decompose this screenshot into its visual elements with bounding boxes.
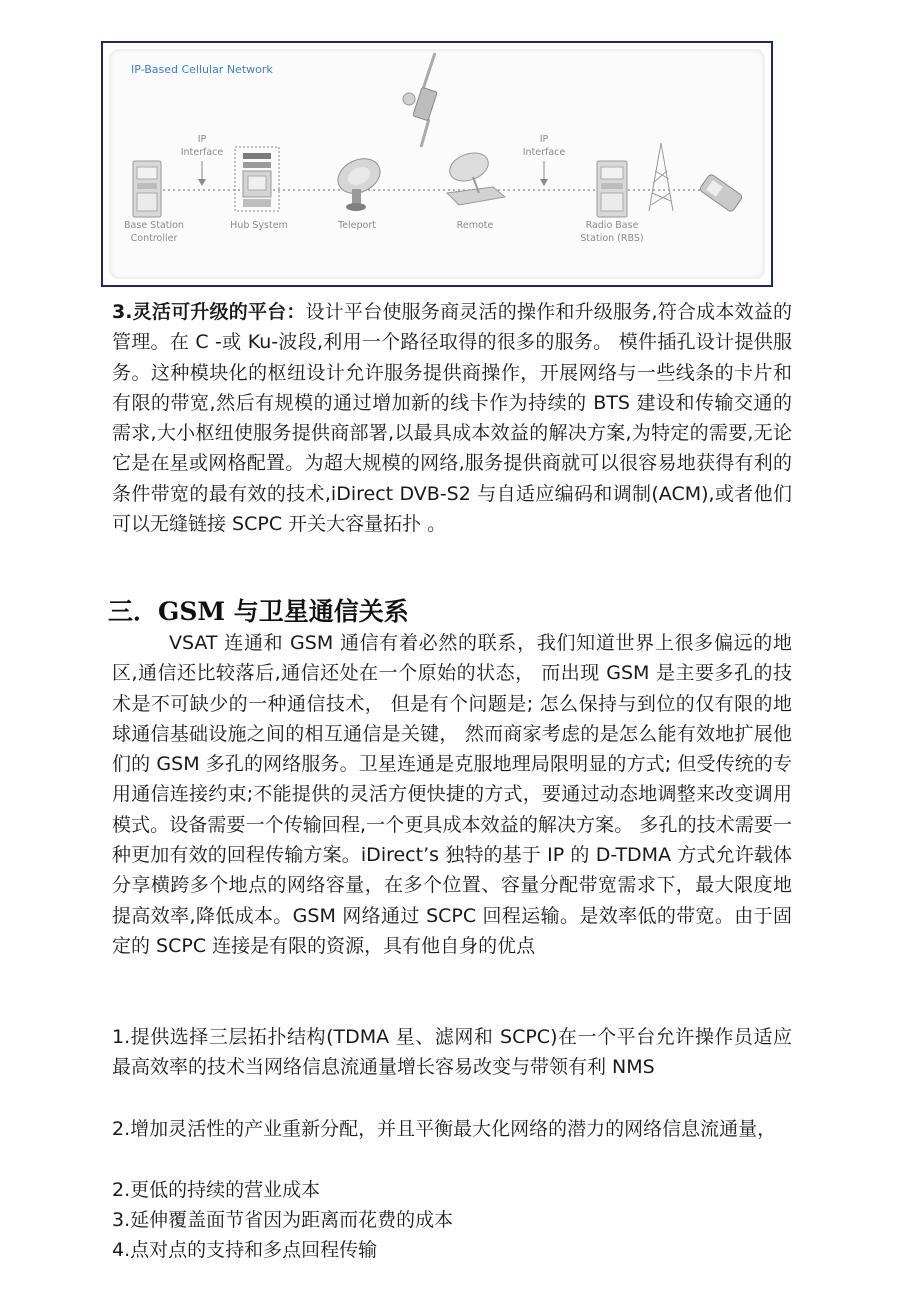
radio-base-station-icon bbox=[597, 161, 627, 217]
list-item: 3.延伸覆盖面节省因为距离而花费的成本 bbox=[112, 1209, 454, 1231]
section-heading: 三．GSM 与卫星通信关系 bbox=[108, 597, 409, 626]
teleport-label: Teleport bbox=[338, 220, 376, 231]
section3-paragraph bbox=[112, 297, 792, 539]
bsc-label-line1: Base Station bbox=[124, 220, 184, 231]
remote-label: Remote bbox=[456, 220, 494, 231]
section3-lead: 3.灵活可升级的平台： bbox=[112, 301, 306, 323]
list-item: 4.点对点的支持和多点回程传输 bbox=[112, 1239, 378, 1261]
bsc-label-line2: Controller bbox=[130, 233, 178, 244]
network-diagram bbox=[101, 41, 773, 287]
section3-body: 设计平台使服务商灵活的操作和升级服务,符合成本效益的管理。在 C -或 Ku-波段,利用一个路径取得的很多的服务。 模件插孔设计提供服务。这种模块化的枢纽设计允许服务提供商操作，开展网络与一些线条的卡片和有限的带宽,然后有规模的通过增加新的线卡作为持续的 BTS 建设和传输交通的需求,大小枢纽使服务提供商部署,以最具成本效益的解决方案,为特定的需要,无论它是在星或网格配置。为超大规模的网络,服务提供商就可以很容易地获得有利的条件带宽的最有效的技术,iDirect DVB-S2 与自适应编码和调制(ACM),或者他们可以无缝链接 SCPC 开关大容量拓扑 。 bbox=[112, 301, 792, 536]
ip-arrowhead-1 bbox=[198, 179, 206, 186]
interface-label-2: Interface bbox=[522, 147, 566, 158]
interface-label-1: Interface bbox=[180, 147, 224, 158]
teleport-dish-icon bbox=[332, 152, 385, 211]
ip-label-2: IP bbox=[539, 134, 549, 145]
list-item: 2.更低的持续的营业成本 bbox=[112, 1179, 321, 1201]
ip-arrowhead-2 bbox=[540, 179, 548, 186]
satellite-icon bbox=[403, 53, 437, 147]
body-paragraph: VSAT 连通和 GSM 通信有着必然的联系，我们知道世界上很多偏远的地区,通信还比较落后,通信还处在一个原始的状态， 而出现 GSM 是主要多孔的技术是不可缺少的一种通信技术， 但是有个问题是; 怎么保持与到位的仅有限的地球通信基础设施之间的相互通信是关键， 然而商家考虑的是怎么能有效地扩展他们的 GSM 多孔的网络服务。卫星连通是克服地理局限明显的方式; 但受传统的专用通信连接约束;不能提供的灵活方便快捷的方式，要通过动态地调整来改变调用模式。设备需要一个传输回程,一个更具成本效益的解决方案。 多孔的技术需要一种更加有效的回程传输方案。iDirect’s 独特的基于 IP 的 D-TDMA 方式允许载体分享横跨多个地点的网络容量，在多个位置、容量分配带宽需求下，最大限度地提高效率,降低成本。GSM 网络通过 SCPC 回程运输。是效率低的带宽。由于固定的 SCPC 连接是有限的资源，具有他自身的优点 bbox=[112, 632, 792, 957]
hub-label: Hub System bbox=[230, 220, 288, 231]
diagram-title: IP-Based Cellular Network bbox=[131, 63, 273, 76]
rbs-label-line1: Radio Base bbox=[585, 220, 639, 231]
base-station-controller-icon bbox=[133, 161, 161, 217]
ip-label-1: IP bbox=[197, 134, 207, 145]
rbs-label-line2: Station (RBS) bbox=[580, 233, 644, 244]
list-item: 2.增加灵活性的产业重新分配，并且平衡最大化网络的潜力的网络信息流通量， bbox=[112, 1118, 777, 1140]
list-item: 1.提供选择三层拓扑结构(TDMA 星、滤网和 SCPC)在一个平台允许操作员适应最高效率的技术当网络信息流通量增长容易改变与带领有利 NMS bbox=[112, 1026, 792, 1079]
remote-terminal-icon bbox=[446, 148, 505, 205]
hub-system-icon bbox=[235, 147, 279, 211]
diagram-canvas bbox=[103, 43, 771, 285]
cell-tower-icon bbox=[649, 143, 673, 211]
mobile-phone-icon bbox=[699, 173, 743, 212]
